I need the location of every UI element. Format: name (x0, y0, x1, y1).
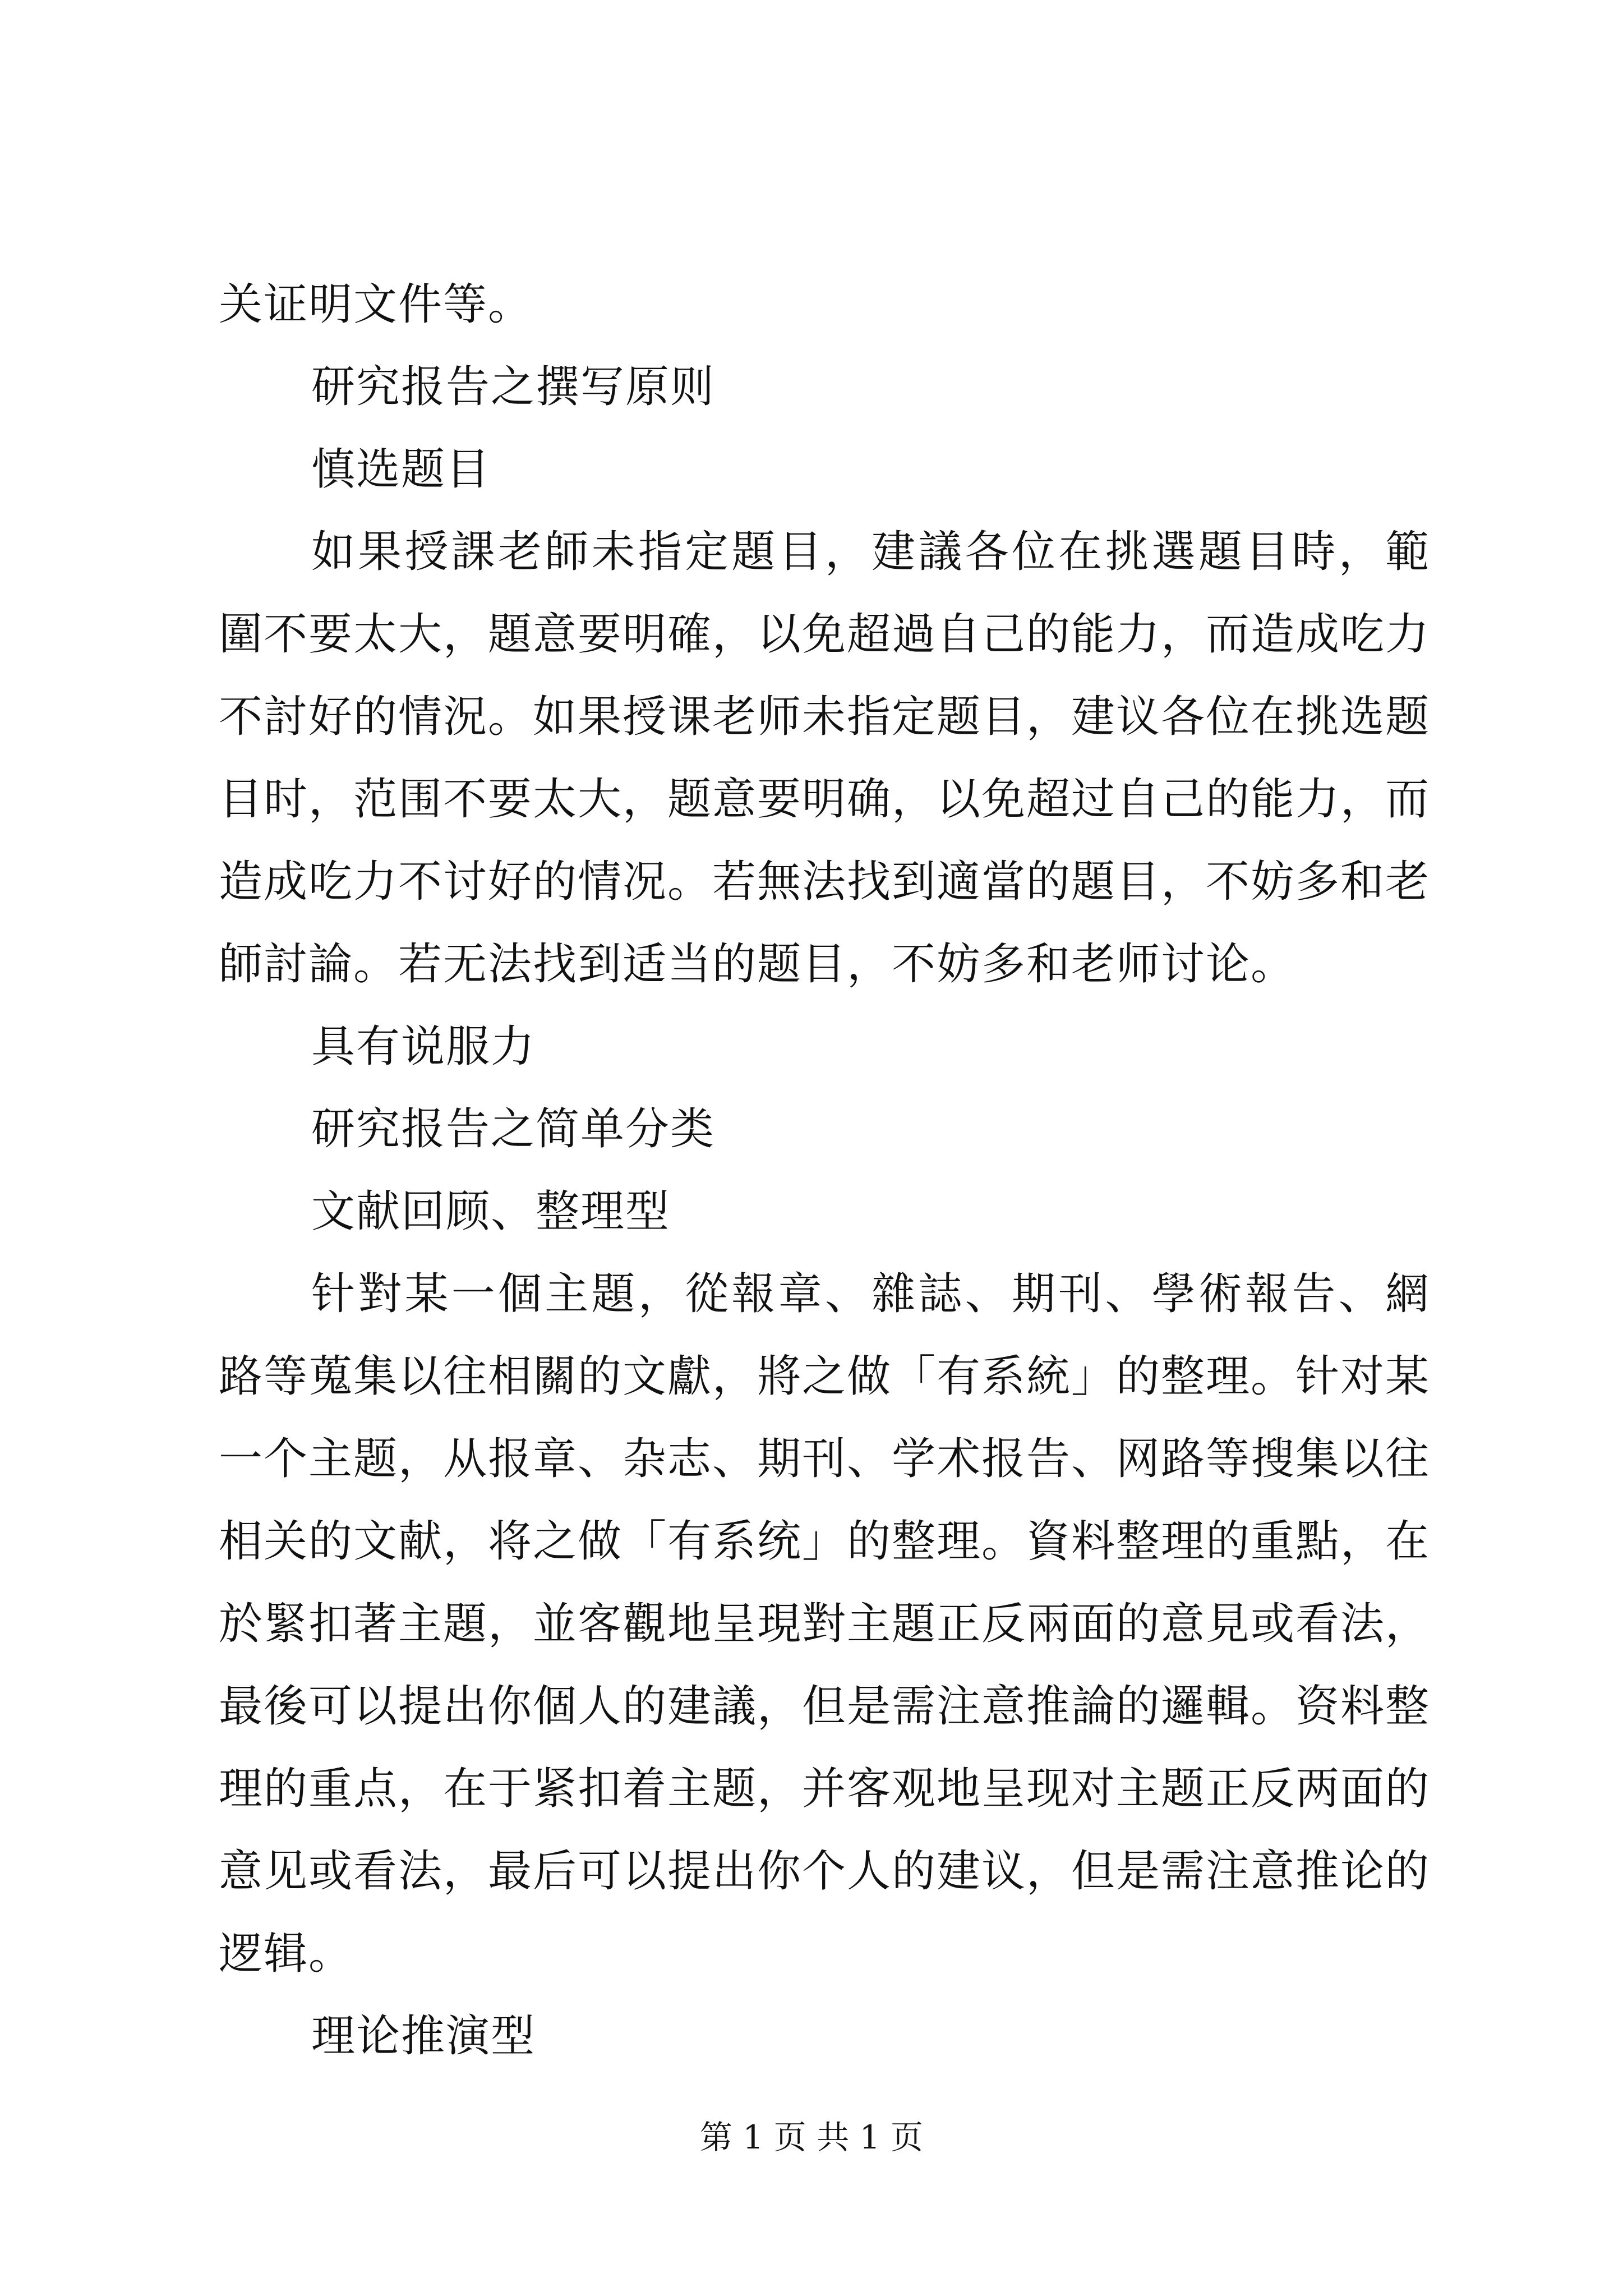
heading-writing-principles: 研究报告之撰写原则 (311, 362, 716, 412)
heading-report-types: 研究报告之简单分类 (311, 1104, 716, 1154)
subheading-literature-review: 文献回顾、整理型 (311, 1186, 671, 1237)
subheading-theory-deduction: 理论推演型 (311, 2011, 536, 2062)
page-number-footer: 第 1 页 共 1 页 (700, 2118, 923, 2156)
paragraph-topic-advice: 如果授課老師未指定題目，建議各位在挑選題目時，範圍不要太大，題意要明確，以免超過自己的能力，而造成吃力不討好的情況。如果授课老师未指定题目，建议各位在挑选题目时，范围不要太大，题意要明确，以免超过自己的能力，而造成吃力不讨好的情况。若無法找到適當的題目，不妨多和老師討論。若无法找到适当的题目，不妨多和老师讨论。 (219, 527, 1431, 990)
document-body (219, 264, 1430, 2078)
subheading-persuasive: 具有说服力 (311, 1022, 536, 1072)
paragraph-continuation: 关证明文件等。 (219, 279, 533, 330)
paragraph-literature-review: 针對某一個主題，從報章、雜誌、期刊、學術報告、網路等蒐集以往相關的文獻，將之做「有系統」的整理。针对某一个主题，从报章、杂志、期刊、学术报告、网路等搜集以往相关的文献，将之做「有系统」的整理。資料整理的重點，在於緊扣著主題，並客觀地呈現對主題正反兩面的意見或看法，最後可以提出你個人的建議，但是需注意推論的邏輯。资料整理的重点，在于紧扣着主题，并客观地呈现对主题正反两面的意见或看法，最后可以提出你个人的建议，但是需注意推论的逻辑。 (219, 1269, 1431, 1979)
subheading-choose-topic: 慎选题目 (311, 444, 491, 495)
